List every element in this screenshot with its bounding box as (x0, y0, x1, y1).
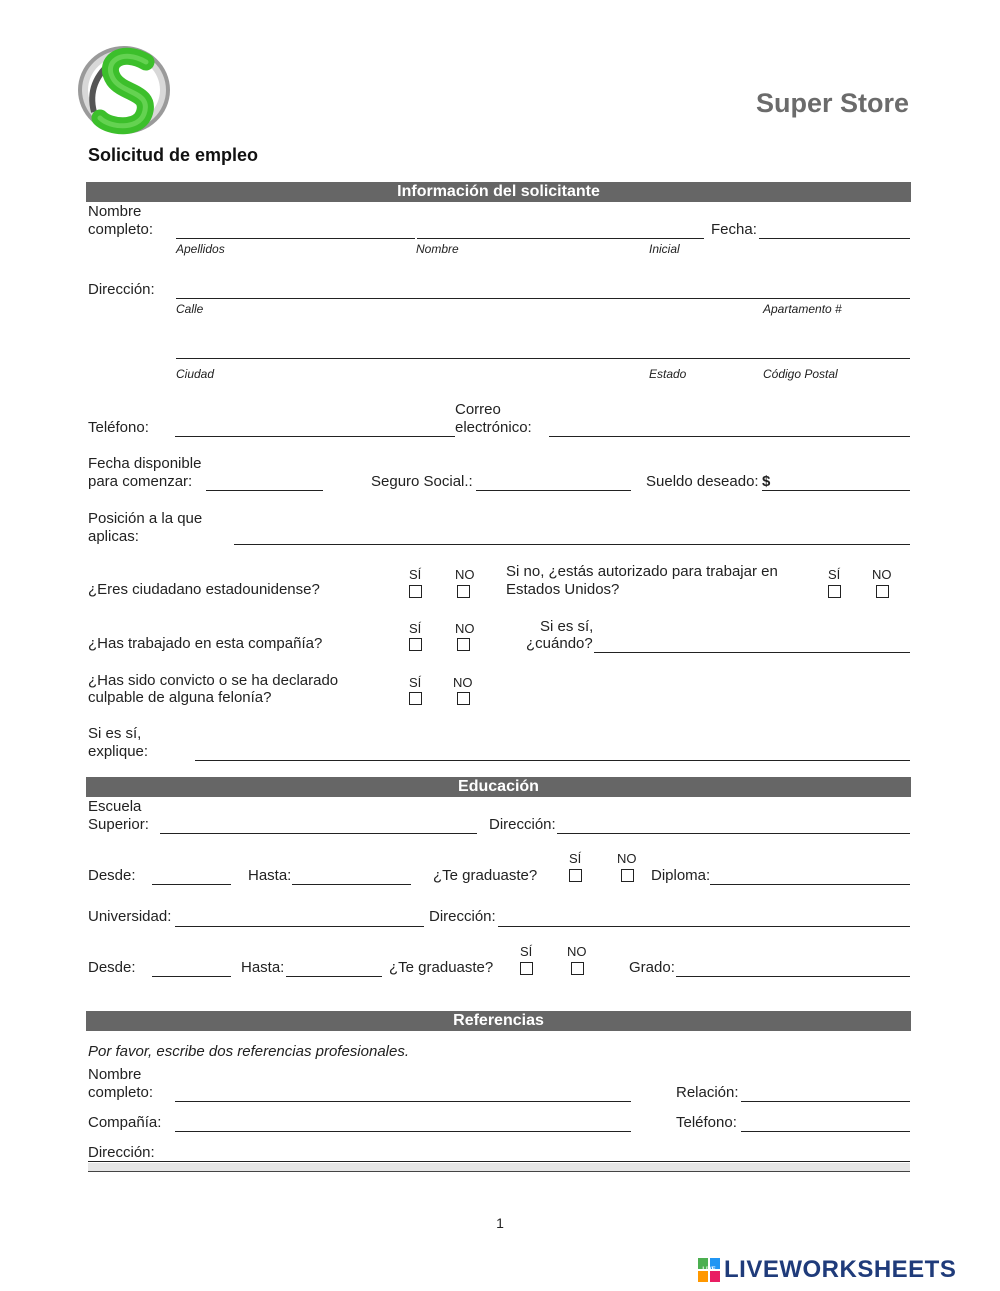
relation-field[interactable] (741, 1101, 910, 1102)
hs-from-label: Desde: (88, 867, 136, 884)
authorized-question-2: Estados Unidos? (506, 581, 620, 598)
street-field[interactable] (176, 298, 910, 299)
ref-company-field[interactable] (175, 1131, 631, 1132)
ref-phone-label: Teléfono: (676, 1114, 737, 1131)
date-field[interactable] (759, 238, 910, 239)
citizen-question: ¿Eres ciudadano estadounidense? (88, 581, 320, 598)
hs-from-field[interactable] (152, 884, 231, 885)
street-caption: Calle (176, 302, 204, 316)
uni-from-field[interactable] (152, 976, 231, 977)
hs-yes-checkbox[interactable] (569, 869, 582, 882)
section-education-bar: Educación (86, 777, 911, 797)
authorized-no-checkbox[interactable] (876, 585, 889, 598)
ref-name-label-2: completo: (88, 1084, 154, 1101)
ssn-label: Seguro Social.: (371, 473, 473, 490)
citizen-no-label: NO (455, 567, 475, 582)
ref-phone-field[interactable] (741, 1131, 910, 1132)
ssn-field[interactable] (476, 490, 631, 491)
when-label-1: Si es sí, (540, 618, 594, 635)
first-name-caption: Nombre (416, 242, 459, 256)
salary-field[interactable] (762, 490, 910, 491)
email-field[interactable] (549, 436, 910, 437)
felony-question-2: culpable de alguna felonía? (88, 689, 272, 706)
relation-label: Relación: (676, 1084, 739, 1101)
available-label-1: Fecha disponible (88, 455, 202, 472)
authorized-yes-checkbox[interactable] (828, 585, 841, 598)
first-name-field[interactable] (417, 238, 704, 239)
when-field[interactable] (594, 652, 910, 653)
high-school-label-2: Superior: (88, 816, 149, 833)
company-name: Super Store (755, 88, 909, 118)
date-label: Fecha: (711, 221, 757, 238)
company-logo (74, 42, 174, 137)
high-school-label-1: Escuela (88, 798, 142, 815)
degree-field[interactable] (676, 976, 910, 977)
salary-label: Sueldo deseado: (646, 473, 759, 490)
full-name-label-2: completo: (88, 221, 154, 238)
email-label-1: Correo (455, 401, 501, 418)
state-caption: Estado (649, 367, 687, 381)
available-date-field[interactable] (206, 490, 323, 491)
apartment-caption: Apartamento # (763, 302, 842, 316)
high-school-address-field[interactable] (557, 833, 910, 834)
explain-field[interactable] (195, 760, 910, 761)
hs-graduated-label: ¿Te graduaste? (433, 867, 538, 884)
uni-yes-checkbox[interactable] (520, 962, 533, 975)
ref-name-field[interactable] (175, 1101, 631, 1102)
explain-label-1: Si es sí, (88, 725, 142, 742)
worked-no-label: NO (455, 621, 475, 636)
felony-yes-label: SÍ (409, 675, 422, 690)
last-names-field[interactable] (176, 238, 415, 239)
position-field[interactable] (234, 544, 910, 545)
phone-field[interactable] (175, 436, 455, 437)
uni-to-label: Hasta: (241, 959, 285, 976)
ref-address-field[interactable] (88, 1161, 910, 1162)
bottom-divider (88, 1163, 910, 1172)
when-label-2: ¿cuándo? (526, 635, 593, 652)
authorized-no-label: NO (872, 567, 892, 582)
position-label-2: aplicas: (88, 528, 139, 545)
watermark-text: LIVEWORKSHEETS (724, 1256, 957, 1283)
available-label-2: para comenzar: (88, 473, 193, 490)
initial-caption: Inicial (649, 242, 680, 256)
hs-no-checkbox[interactable] (621, 869, 634, 882)
felony-no-label: NO (453, 675, 473, 690)
hs-no-label: NO (617, 851, 637, 866)
hs-to-label: Hasta: (248, 867, 292, 884)
degree-label: Grado: (629, 959, 675, 976)
email-label-2: electrónico: (455, 419, 532, 436)
last-names-caption: Apellidos (176, 242, 225, 256)
felony-yes-checkbox[interactable] (409, 692, 422, 705)
uni-no-label: NO (567, 944, 587, 959)
high-school-address-label: Dirección: (489, 816, 556, 833)
worked-question: ¿Has trabajado en esta compañía? (88, 635, 323, 652)
diploma-field[interactable] (710, 884, 910, 885)
salary-symbol: $ (762, 473, 771, 490)
address-label: Dirección: (88, 281, 155, 298)
uni-from-label: Desde: (88, 959, 136, 976)
hs-yes-label: SÍ (569, 851, 582, 866)
worked-yes-label: SÍ (409, 621, 422, 636)
city-caption: Ciudad (176, 367, 215, 381)
ref-name-label-1: Nombre (88, 1066, 142, 1083)
references-instruction: Por favor, escribe dos referencias profesionales. (88, 1043, 409, 1060)
worked-no-checkbox[interactable] (457, 638, 470, 651)
high-school-field[interactable] (160, 833, 477, 834)
authorized-yes-label: SÍ (828, 567, 841, 582)
explain-label-2: explique: (88, 743, 149, 760)
section-references-bar: Referencias (86, 1011, 911, 1031)
citizen-no-checkbox[interactable] (457, 585, 470, 598)
university-field[interactable] (175, 926, 424, 927)
university-address-label: Dirección: (429, 908, 496, 925)
uni-no-checkbox[interactable] (571, 962, 584, 975)
worked-yes-checkbox[interactable] (409, 638, 422, 651)
felony-no-checkbox[interactable] (457, 692, 470, 705)
city-field[interactable] (176, 358, 910, 359)
section-applicant-bar: Información del solicitante (86, 182, 911, 202)
watermark-badge: LIVE (702, 1267, 716, 1273)
phone-label: Teléfono: (88, 419, 149, 436)
authorized-question-1: Si no, ¿estás autorizado para trabajar en (506, 563, 778, 580)
uni-yes-label: SÍ (520, 944, 533, 959)
felony-question-1: ¿Has sido convicto o se ha declarado (88, 672, 339, 689)
ref-address-label: Dirección: (88, 1144, 155, 1161)
citizen-yes-checkbox[interactable] (409, 585, 422, 598)
citizen-yes-label: SÍ (409, 567, 422, 582)
university-label: Universidad: (88, 908, 172, 925)
hs-to-field[interactable] (292, 884, 411, 885)
diploma-label: Diploma: (651, 867, 711, 884)
position-label-1: Posición a la que (88, 510, 203, 527)
university-address-field[interactable] (498, 926, 910, 927)
form-title: Solicitud de empleo (88, 145, 259, 165)
uni-graduated-label: ¿Te graduaste? (389, 959, 494, 976)
ref-company-label: Compañía: (88, 1114, 162, 1131)
uni-to-field[interactable] (286, 976, 382, 977)
full-name-label-1: Nombre (88, 203, 142, 220)
zip-caption: Código Postal (763, 367, 838, 381)
page-number: 1 (496, 1215, 504, 1231)
